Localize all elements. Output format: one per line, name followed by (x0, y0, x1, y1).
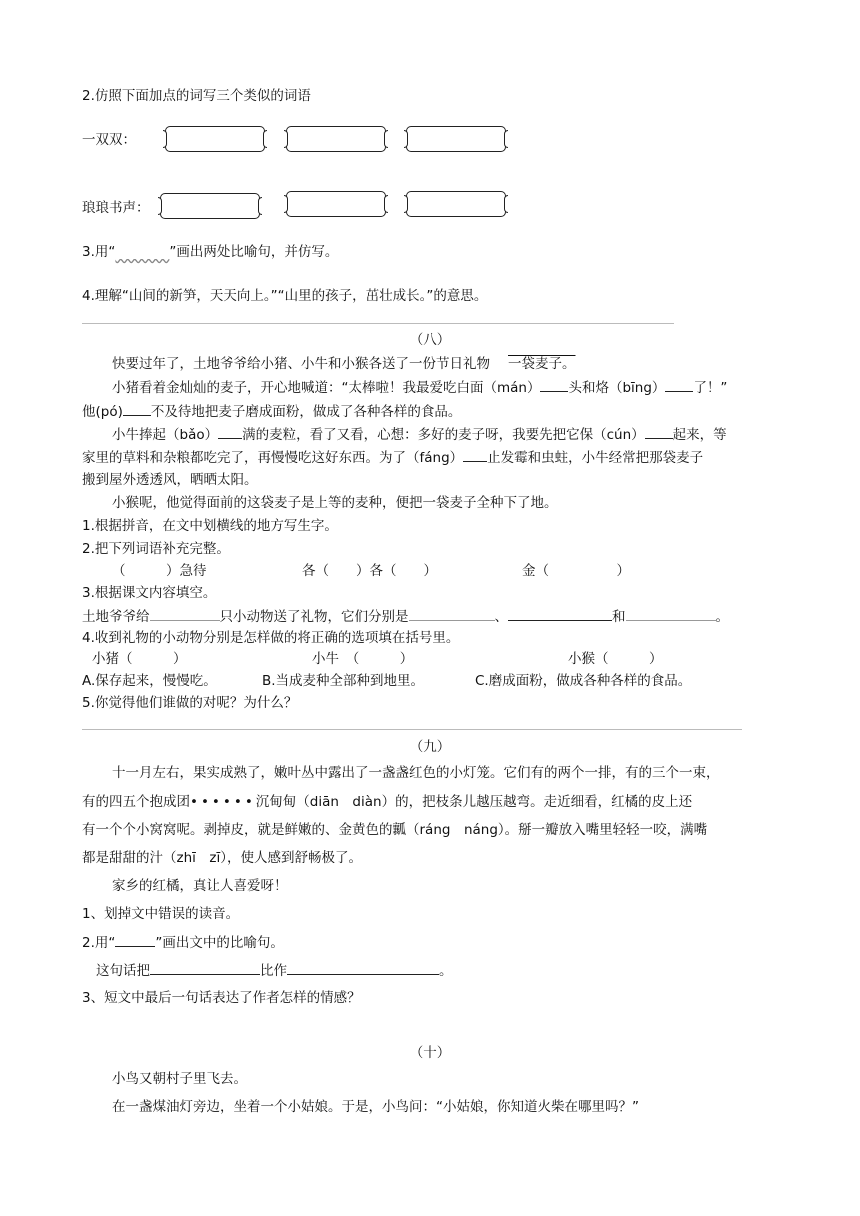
fill-blank[interactable] (123, 401, 151, 416)
fill-blank[interactable] (540, 377, 568, 392)
passage-line (82, 401, 461, 422)
question: 1.根据拼音，在文中划横线的地方写生字。 (82, 518, 338, 534)
question-text: 2.用“ (82, 935, 116, 951)
fill-text: 和 (612, 609, 626, 625)
q3-before: 3.用“ (82, 244, 116, 260)
fill-text: 。 (715, 609, 729, 625)
passage-line: 十一月左右，果实成熟了，嫩叶丛中露出了一盏盏红色的小灯笼。它们有的两个一排，有的三个一束， (112, 765, 720, 781)
fill-blank[interactable] (409, 606, 495, 621)
passage-line: 家乡的红橘，真让人喜爱呀！ (112, 878, 288, 894)
row2-label: 琅琅书声： (82, 200, 150, 216)
passage-line (82, 792, 692, 812)
passage-line (112, 377, 727, 398)
q3-wavy-sample: ________ (115, 244, 170, 260)
question: 3、短文中最后一句话表达了作者怎样的情感？ (82, 990, 361, 1006)
divider (82, 323, 674, 324)
question: 4.收到礼物的小动物分别是怎样做的将正确的选项填在括号里。 (82, 630, 460, 646)
fill-line (82, 606, 729, 627)
passage-text: 满的麦粒，看了又看，心想：多好的麦子呀，我要先把它保（cún） (242, 427, 645, 443)
q2-title: 2.仿照下面加点的词写三个类似的词语 (82, 88, 311, 104)
fill-text: 。 (439, 963, 453, 979)
animal-answer: 小牛 （ ） (312, 651, 414, 667)
answer-box[interactable] (286, 126, 386, 152)
passage-text: 有的四五个抱成团 (82, 794, 190, 810)
section-heading: （九） (409, 739, 451, 755)
row1-label: 一双双： (82, 132, 136, 148)
animal-answer: 小猴（ ） (568, 651, 663, 667)
answer-box[interactable] (286, 191, 386, 217)
answer-box[interactable] (165, 126, 265, 152)
section-heading: （十） (409, 1045, 451, 1061)
passage-line: 在一盏煤油灯旁边，坐着一个小姑娘。于是，小鸟问：“小姑娘，你知道火柴在哪里吗？” (112, 1099, 639, 1115)
answer-box[interactable] (406, 126, 506, 152)
answer-box[interactable] (406, 191, 506, 217)
ellipsis-dots: •••••• (190, 794, 256, 810)
passage-text: 止发霉和虫蛀，小牛经常把那袋麦子 (487, 450, 704, 466)
fill-line (96, 960, 453, 981)
passage-text: 头和烙（bīng） (568, 380, 666, 396)
passage-text: 一袋麦子。 (508, 356, 576, 372)
question-text: ”画出文中的比喻句。 (155, 935, 284, 951)
fill-blank[interactable] (150, 960, 260, 975)
q3-after: ”画出两处比喻句，并仿写。 (169, 244, 339, 260)
word-fill: 金（ ） (522, 563, 630, 579)
passage-line (112, 354, 576, 374)
option-b: B.当成麦种全部种到地里。 (262, 673, 425, 689)
question: 5.你觉得他们谁做的对呢？为什么？ (82, 695, 298, 711)
question (82, 932, 284, 953)
divider (82, 729, 742, 730)
fill-blank[interactable] (463, 447, 487, 462)
fill-text: 这句话把 (96, 963, 150, 979)
passage-text: 不及待地把麦子磨成面粉，做成了各种各样的食品。 (150, 404, 462, 420)
option-a: A.保存起来，慢慢吃。 (82, 673, 217, 689)
passage-text: 小牛捧起（bǎo） (112, 427, 219, 443)
fill-blank[interactable] (508, 606, 612, 621)
fill-blank[interactable] (645, 424, 673, 439)
q3-line (82, 242, 338, 262)
question: 1、划掉文中错误的读音。 (82, 906, 240, 922)
fill-text: 只小动物送了礼物，它们分别是 (219, 609, 409, 625)
question: 2.把下列词语补充完整。 (82, 541, 230, 557)
passage-line: 搬到屋外透透风，晒晒太阳。 (82, 472, 258, 488)
fill-text: 比作 (260, 963, 287, 979)
fill-text: 土地爷爷给 (82, 609, 150, 625)
passage-line: 有一个个小窝窝呢。剥掉皮，就是鲜嫩的、金黄色的瓤（ráng náng）。掰一瓣放入嘴里轻轻一咬，满嘴 (82, 822, 708, 838)
passage-line: 小鸟又朝村子里飞去。 (112, 1071, 247, 1087)
passage-text: 他(pó) (82, 404, 123, 420)
fill-blank[interactable] (665, 377, 693, 392)
passage-text: 了！” (693, 380, 728, 396)
q4-line: 4.理解“山间的新笋，天天向上。”“山里的孩子，茁壮成长。”的意思。 (82, 288, 488, 304)
underline-sample (115, 932, 155, 947)
animal-answer: 小猪（ ） (92, 651, 187, 667)
answer-box[interactable] (160, 193, 260, 219)
passage-line (112, 424, 727, 445)
fill-text: 、 (494, 609, 508, 625)
passage-text: 小猪看着金灿灿的麦子，开心地喊道：“太棒啦！我最爱吃白面（mán） (112, 380, 541, 396)
question: 3.根据课文内容填空。 (82, 585, 217, 601)
passage-line: 都是甜甜的汁（zhī zī），使人感到舒畅极了。 (82, 850, 362, 866)
word-fill: （ ）急待 (112, 563, 207, 579)
passage-text: 沉甸甸（diān diàn）的，把枝条儿越压越弯。走近细看，红橘的皮上还 (255, 794, 693, 810)
word-fill: 各（ ）各（ ） (302, 563, 437, 579)
passage-text: 家里的草料和杂粮都吃完了，再慢慢吃这好东西。为了（fáng） (82, 450, 464, 466)
fill-blank[interactable] (287, 960, 439, 975)
fill-blank[interactable] (626, 606, 716, 621)
passage-line (82, 447, 703, 468)
option-c: C.磨成面粉，做成各种各样的食品。 (475, 673, 692, 689)
section-heading: （八） (409, 332, 451, 348)
fill-blank[interactable] (218, 424, 242, 439)
passage-line: 小猴呢，他觉得面前的这袋麦子是上等的麦种，便把一袋麦子全种下了地。 (112, 495, 558, 511)
passage-text: 快要过年了，土地爷爷给小猪、小牛和小猴各送了一份节日礼物 (112, 356, 490, 372)
fill-blank[interactable] (150, 606, 220, 621)
passage-text: 起来，等 (672, 427, 727, 443)
